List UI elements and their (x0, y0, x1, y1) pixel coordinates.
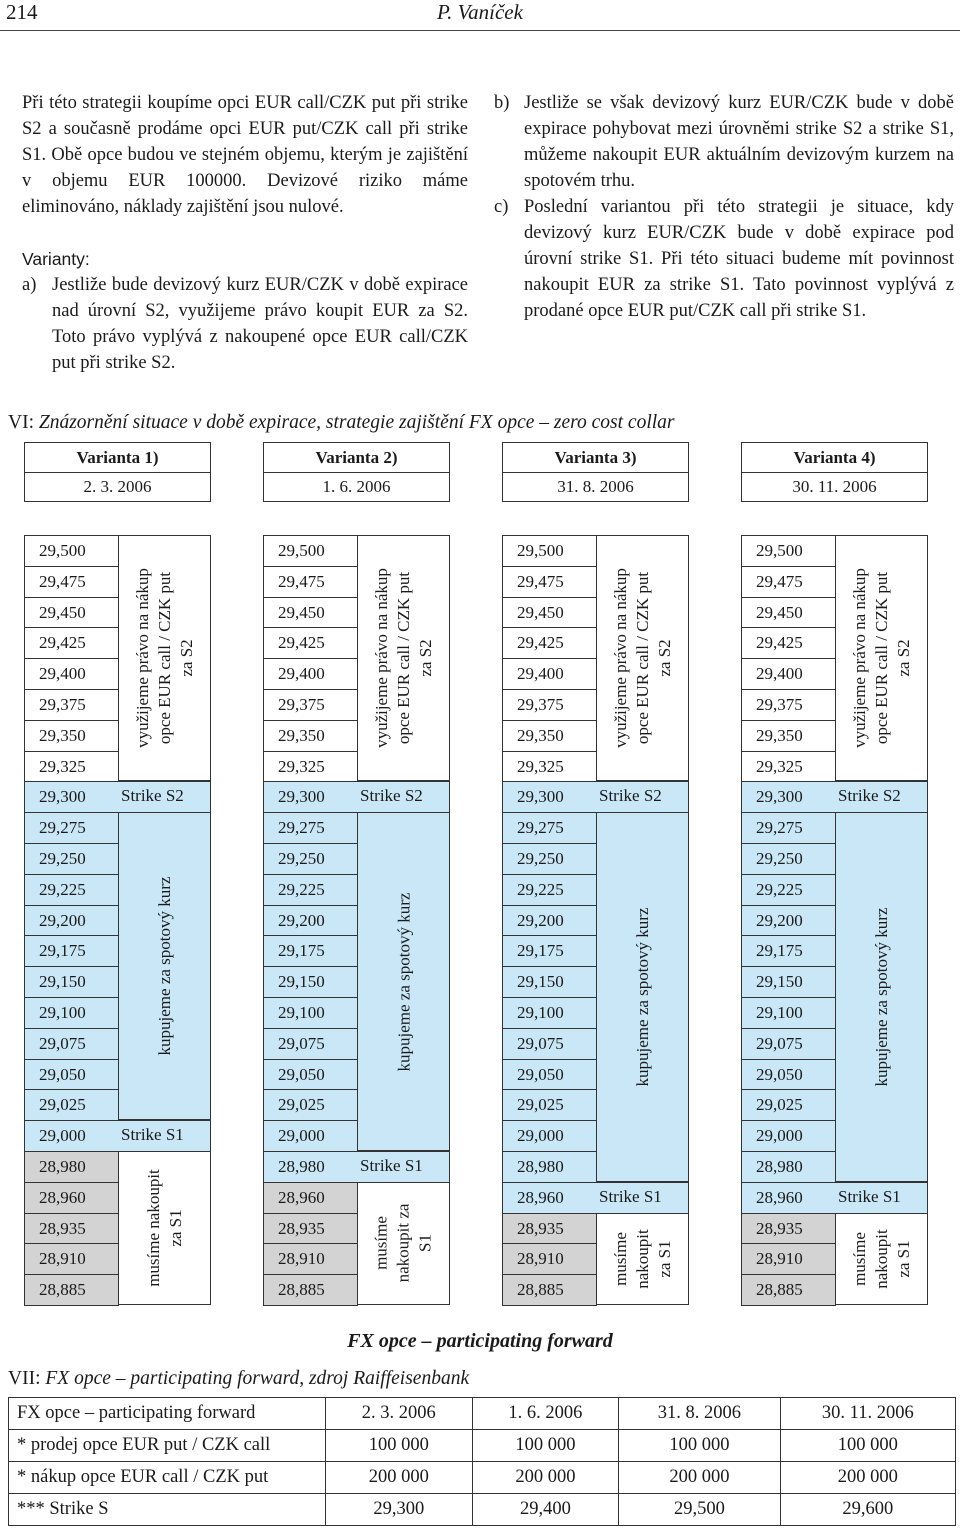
strike-s2-label: Strike S2 (360, 786, 423, 806)
variant-header (263, 442, 450, 502)
strike-s1-label: Strike S1 (360, 1156, 423, 1175)
list-text-b: Jestliže se však devizový kurz EUR/CZK bude v době expirace pohybovat mezi úrovněmi strike S2 a strike S1, můžeme nakoupit EUR aktuálním devizovým kurzem na spotovém trhu. (524, 93, 954, 191)
table-row (9, 1462, 956, 1494)
figure6-caption (8, 412, 675, 434)
rate-cell: 29,075 (263, 1028, 358, 1059)
running-author: P. Vaníček (437, 0, 523, 24)
rate-cell: 29,350 (24, 720, 119, 751)
figure7-caption-text: FX opce – participating forward, zdroj Raiffeisenbank (45, 1368, 470, 1389)
rate-cell: 29,025 (502, 1089, 597, 1120)
table-row (9, 1494, 956, 1526)
rate-cell: 29,050 (24, 1059, 119, 1090)
rate-cell: 29,175 (263, 935, 358, 966)
rate-cell: 29,450 (502, 597, 597, 628)
rate-cell: 29,200 (502, 905, 597, 936)
rate-cell: 29,175 (741, 935, 836, 966)
rate-cell: 29,375 (502, 689, 597, 720)
rate-cell: 29,150 (502, 966, 597, 997)
table-cell: 100 000 (472, 1430, 619, 1462)
rate-cell: 29,400 (502, 658, 597, 689)
rate-cell: 29,325 (502, 751, 597, 782)
zone-label: využijeme právo na nákup opce EUR call / CZK put za S2 (849, 568, 913, 749)
rate-cell: 29,350 (263, 720, 358, 751)
rate-cell: 29,300 (24, 781, 211, 812)
zone-label: využijeme právo na nákup opce EUR call / CZK put za S2 (610, 568, 674, 749)
table-cell: 29,600 (780, 1494, 955, 1526)
strike-s2-label: Strike S2 (838, 786, 901, 806)
rate-cell: 28,980 (741, 1151, 836, 1182)
intro-paragraph: Při této strategii koupíme opci EUR call/CZK put při strike S2 a současně prodáme opci EUR put/CZK call při strike S1. Obě opce budou ve stejném objemu, kterým je zajištění v objemu EUR 100000. Devizové riziko máme eliminováno, náklady zajištění jsou nulové. (22, 93, 468, 217)
rate-cell: 29,200 (263, 905, 358, 936)
rate-cell: 29,475 (741, 566, 836, 597)
variant-title: Varianta 1) (25, 443, 210, 473)
rate-cell: 29,375 (263, 689, 358, 720)
rate-cell: 29,250 (24, 843, 119, 874)
strike-s2-label: Strike S2 (121, 786, 184, 806)
rate-cell: 29,100 (263, 997, 358, 1028)
zone-label: využijeme právo na nákup opce EUR call / CZK put za S2 (371, 568, 435, 749)
list-text-c: Poslední variantou při této strategii je situace, kdy devizový kurz EUR/CZK bude v době expirace pod úrovní strike S1. Při této situaci budeme mít povinnost nakoupit EUR za strike S1. Tato povinnost vyplývá z prodané opce EUR put/CZK call při strike S1. (524, 197, 954, 321)
rate-cell: 29,425 (263, 627, 358, 658)
zone-label: musíme nakoupit za S1 (610, 1229, 674, 1289)
rate-cell: 29,075 (24, 1028, 119, 1059)
table-cell: 100 000 (780, 1430, 955, 1462)
rate-cell: 28,960 (24, 1182, 119, 1213)
table-cell: 100 000 (326, 1430, 473, 1462)
rate-cell: 29,200 (24, 905, 119, 936)
table-cell: 29,400 (472, 1494, 619, 1526)
rate-cell: 29,275 (263, 812, 358, 843)
variant-header (502, 442, 689, 502)
rate-cell: 29,475 (502, 566, 597, 597)
rate-cell: 29,250 (502, 843, 597, 874)
list-label-a: a) (22, 275, 37, 295)
table-cell: * prodej opce EUR put / CZK call (9, 1430, 326, 1462)
page-header (0, 0, 960, 31)
rate-cell: 28,960 (741, 1182, 928, 1213)
rate-cell: 29,475 (24, 566, 119, 597)
rate-cell: 29,300 (741, 781, 928, 812)
rate-cell: 29,150 (741, 966, 836, 997)
rate-cell: 29,325 (24, 751, 119, 782)
rate-cell: 29,500 (502, 535, 597, 566)
table-cell: *** Strike S (9, 1494, 326, 1526)
table-header-row (9, 1398, 956, 1430)
rate-cell: 29,225 (24, 874, 119, 905)
variant-date: 1. 6. 2006 (322, 477, 391, 496)
rate-cell: 28,935 (24, 1213, 119, 1244)
rate-cell: 29,500 (263, 535, 358, 566)
zone-label: musíme nakoupit za S1 (849, 1229, 913, 1289)
rate-cell: 29,275 (741, 812, 836, 843)
rate-cell: 28,910 (502, 1243, 597, 1274)
rate-cell: 29,400 (263, 658, 358, 689)
zone-label: kupujeme za spotový kurz (632, 907, 652, 1087)
variant-date: 30. 11. 2006 (792, 477, 877, 496)
zone-label: využijeme právo na nákup opce EUR call / CZK put za S2 (132, 568, 196, 749)
rate-cell: 28,910 (263, 1243, 358, 1274)
rate-cell: 29,350 (741, 720, 836, 751)
rate-cell: 29,100 (502, 997, 597, 1028)
list-label-c: c) (494, 197, 509, 217)
variant-header (741, 442, 928, 502)
rate-cell: 29,375 (741, 689, 836, 720)
rate-cell: 29,225 (263, 874, 358, 905)
rate-cell: 29,500 (24, 535, 119, 566)
varianty-label: Varianty: (22, 249, 90, 269)
rate-cell: 28,885 (24, 1274, 119, 1306)
rate-cell: 29,425 (502, 627, 597, 658)
rate-cell: 28,885 (502, 1274, 597, 1306)
right-column (494, 90, 954, 324)
rate-cell: 28,885 (741, 1274, 836, 1306)
rate-cell: 29,425 (24, 627, 119, 658)
rate-cell: 29,475 (263, 566, 358, 597)
variant-date: 31. 8. 2006 (557, 477, 634, 496)
zone-label: kupujeme za spotový kurz (393, 892, 413, 1072)
figure7-caption-prefix: VII: (8, 1368, 41, 1389)
rate-cell: 29,150 (263, 966, 358, 997)
strike-s1-label: Strike S1 (599, 1186, 662, 1206)
rate-cell: 28,935 (741, 1213, 836, 1244)
rate-cell: 29,200 (741, 905, 836, 936)
rate-cell: 28,935 (263, 1213, 358, 1244)
table-cell: 2. 3. 2006 (326, 1398, 473, 1430)
table-cell: 200 000 (326, 1462, 473, 1494)
table-cell: 29,300 (326, 1494, 473, 1526)
rate-cell: 29,375 (24, 689, 119, 720)
rate-cell: 29,500 (741, 535, 836, 566)
table-cell: 31. 8. 2006 (619, 1398, 780, 1430)
rate-cell: 28,910 (741, 1243, 836, 1274)
table-cell: 1. 6. 2006 (472, 1398, 619, 1430)
rate-cell: 29,175 (24, 935, 119, 966)
variant-header (24, 442, 211, 502)
rate-cell: 29,325 (741, 751, 836, 782)
variant-title: Varianta 4) (742, 443, 927, 473)
rate-cell: 29,350 (502, 720, 597, 751)
zone-label: musíme nakoupit za S1 (144, 1169, 185, 1287)
list-item-b (494, 90, 954, 194)
rate-cell: 28,980 (263, 1151, 450, 1182)
table-cell: 29,500 (619, 1494, 780, 1526)
rate-cell: 29,275 (24, 812, 119, 843)
rate-cell: 29,450 (24, 597, 119, 628)
list-text-a: Jestliže bude devizový kurz EUR/CZK v době expirace nad úrovní S2, využijeme právo koupit EUR za S2. Toto právo vyplývá z nakoupené opce EUR call/CZK put při strike S2. (52, 275, 468, 373)
rate-cell: 29,450 (741, 597, 836, 628)
variant-title: Varianta 2) (264, 443, 449, 473)
variant-date: 2. 3. 2006 (83, 477, 152, 496)
rate-cell: 28,960 (263, 1182, 358, 1213)
rate-cell: 29,250 (263, 843, 358, 874)
zone-label: kupujeme za spotový kurz (871, 907, 891, 1087)
rate-cell: 29,000 (502, 1120, 597, 1151)
table-cell: 200 000 (472, 1462, 619, 1494)
rate-cell: 29,000 (741, 1120, 836, 1151)
rate-cell: 29,000 (263, 1120, 358, 1151)
table-row (9, 1430, 956, 1462)
strike-s1-label: Strike S1 (838, 1186, 901, 1206)
table-cell: 200 000 (619, 1462, 780, 1494)
list-label-b: b) (494, 93, 510, 113)
rate-cell: 29,275 (502, 812, 597, 843)
rate-cell: 29,175 (502, 935, 597, 966)
rate-cell: 28,960 (502, 1182, 689, 1213)
zone-label: musíme nakoupit za S1 (371, 1203, 435, 1283)
rate-cell: 29,425 (741, 627, 836, 658)
figure7-caption (8, 1368, 469, 1390)
zone-label: kupujeme za spotový kurz (155, 876, 174, 1056)
rate-cell: 29,400 (741, 658, 836, 689)
rate-cell: 28,935 (502, 1213, 597, 1244)
strike-s1-label: Strike S1 (121, 1125, 184, 1145)
rate-cell: 29,300 (502, 781, 689, 812)
figure6-caption-text: Znázornění situace v době expirace, strategie zajištění FX opce – zero cost collar (38, 412, 675, 433)
fx-options-table (8, 1397, 956, 1526)
rate-cell: 29,075 (741, 1028, 836, 1059)
rate-cell: 29,325 (263, 751, 358, 782)
rate-cell: 29,400 (24, 658, 119, 689)
rate-cell: 29,250 (741, 843, 836, 874)
rate-cell: 29,450 (263, 597, 358, 628)
figure7-title: FX opce – participating forward (347, 1330, 613, 1352)
table-cell: 100 000 (619, 1430, 780, 1462)
table-cell: FX opce – participating forward (9, 1398, 326, 1430)
rate-cell: 29,225 (502, 874, 597, 905)
rate-cell: 29,050 (502, 1059, 597, 1090)
rate-cell: 29,050 (741, 1059, 836, 1090)
rate-cell: 29,025 (24, 1089, 119, 1120)
variant-title: Varianta 3) (503, 443, 688, 473)
rate-cell: 29,100 (741, 997, 836, 1028)
strike-s2-label: Strike S2 (599, 786, 662, 806)
table-cell: 200 000 (780, 1462, 955, 1494)
rate-cell: 28,885 (263, 1274, 358, 1306)
rate-cell: 29,025 (263, 1089, 358, 1120)
rate-cell: 29,025 (741, 1089, 836, 1120)
rate-cell: 28,980 (502, 1151, 597, 1182)
rate-cell: 29,100 (24, 997, 119, 1028)
list-item-c (494, 194, 954, 324)
figure6-caption-prefix: VI: (8, 412, 34, 433)
left-column (22, 90, 468, 376)
list-item-a (22, 272, 468, 376)
rate-cell: 29,075 (502, 1028, 597, 1059)
rate-cell: 29,300 (263, 781, 450, 812)
rate-cell: 29,050 (263, 1059, 358, 1090)
page-number: 214 (6, 0, 38, 24)
rate-cell: 29,225 (741, 874, 836, 905)
rate-cell: 29,000 (24, 1120, 211, 1151)
rate-cell: 28,980 (24, 1151, 119, 1182)
table-cell: * nákup opce EUR call / CZK put (9, 1462, 326, 1494)
rate-cell: 29,150 (24, 966, 119, 997)
table-cell: 30. 11. 2006 (780, 1398, 955, 1430)
rate-cell: 28,910 (24, 1243, 119, 1274)
